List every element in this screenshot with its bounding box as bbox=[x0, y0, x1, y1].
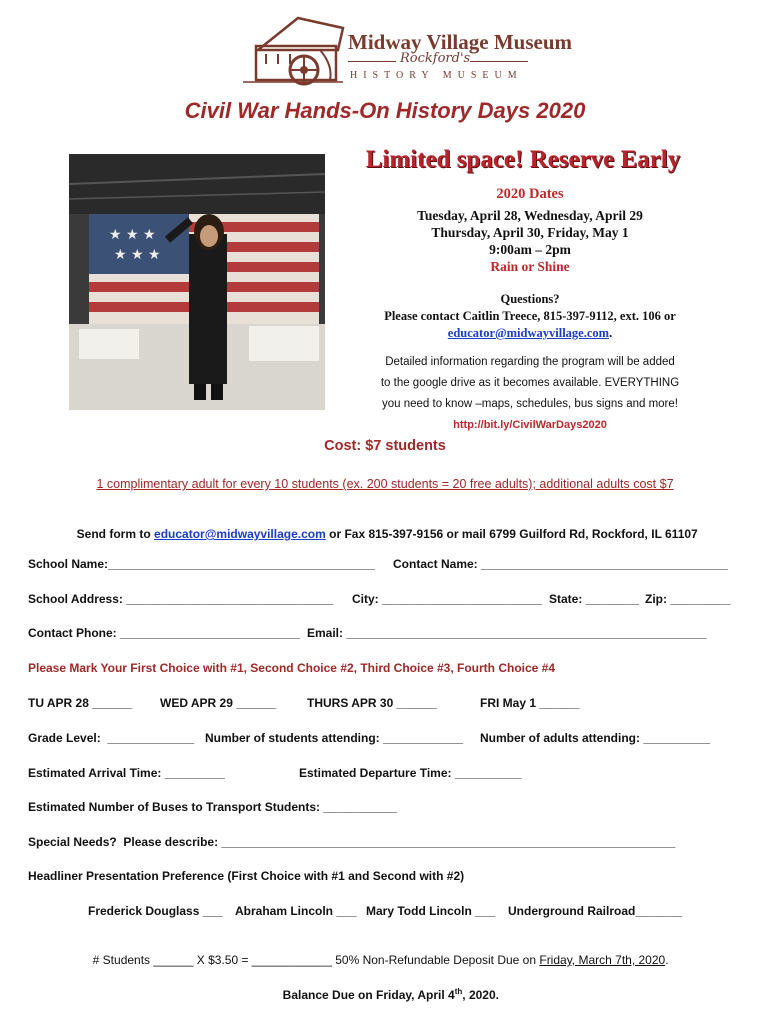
logo-title: Midway Village Museum bbox=[348, 30, 572, 54]
contact-phone-field[interactable]: Contact Phone: ___________________________ bbox=[28, 626, 301, 640]
logo-subtitle: HISTORY MUSEUM bbox=[350, 70, 523, 81]
choice-underground-railroad[interactable]: Underground Railroad_______ bbox=[508, 904, 683, 918]
lincoln-reenactor-photo bbox=[69, 154, 325, 410]
choice-abraham-lincoln[interactable]: Abraham Lincoln ___ bbox=[235, 904, 357, 918]
send-form-suffix: or Fax 815-397-9156 or mail 6799 Guilford Rd, Rockford, IL 61107 bbox=[325, 527, 698, 541]
deposit-period: . bbox=[665, 953, 669, 967]
choice-mary-todd-lincoln[interactable]: Mary Todd Lincoln ___ bbox=[366, 904, 496, 918]
dates-heading: 2020 Dates bbox=[496, 186, 564, 202]
grade-level-field[interactable]: Grade Level: _____________ bbox=[28, 731, 195, 745]
svg-text:★ ★ ★: ★ ★ ★ bbox=[109, 227, 156, 243]
dates-time: 9:00am – 2pm bbox=[489, 242, 571, 257]
cost-text: Cost: $7 students bbox=[324, 438, 446, 454]
page-title: Civil War Hands-On History Days 2020 bbox=[184, 98, 586, 123]
choice-instructions: Please Mark Your First Choice with #1, Second Choice #2, Third Choice #3, Fourth Choice #4 bbox=[28, 661, 556, 675]
svg-text:★ ★ ★: ★ ★ ★ bbox=[114, 247, 161, 263]
choice-tu-apr28[interactable]: TU APR 28 ______ bbox=[28, 696, 133, 710]
questions-period: . bbox=[609, 326, 613, 340]
balance-sup: th bbox=[454, 987, 463, 996]
limited-space-banner: Limited space! Reserve Early bbox=[365, 146, 681, 173]
questions-contact: Please contact Caitlin Treece, 815-397-9112, ext. 106 or bbox=[384, 309, 676, 323]
zip-field[interactable]: Zip: _________ bbox=[645, 592, 731, 606]
headliner-heading: Headliner Presentation Preference (First Choice with #1 and Second with #2) bbox=[28, 869, 465, 883]
details-line-1: Detailed information regarding the program will be added bbox=[385, 356, 675, 368]
mill-icon bbox=[238, 10, 348, 88]
departure-time-field[interactable]: Estimated Departure Time: __________ bbox=[299, 766, 522, 780]
arrival-time-field[interactable]: Estimated Arrival Time: _________ bbox=[28, 766, 225, 780]
logo-script: Rockford's bbox=[400, 51, 471, 66]
logo-divider bbox=[470, 61, 528, 62]
num-students-field[interactable]: Number of students attending: ____________ bbox=[205, 731, 464, 745]
questions-heading: Questions? bbox=[500, 292, 560, 306]
students-calc-field[interactable]: # Students ______ X $3.50 = ____________ 50% Non-Refundable Deposit Due on bbox=[92, 953, 540, 967]
choice-thurs-apr30[interactable]: THURS APR 30 ______ bbox=[307, 696, 437, 710]
choice-wed-apr29[interactable]: WED APR 29 ______ bbox=[160, 696, 277, 710]
balance-suffix: , 2020. bbox=[462, 988, 499, 1002]
city-field[interactable]: City: ________________________ bbox=[352, 592, 543, 606]
send-form-email-link[interactable]: educator@midwayvillage.com bbox=[154, 527, 326, 541]
send-form-prefix: Send form to bbox=[76, 527, 155, 541]
num-adults-field[interactable]: Number of adults attending: __________ bbox=[480, 731, 711, 745]
questions-email-link[interactable]: educator@midwayvillage.com bbox=[447, 326, 610, 340]
state-field[interactable]: State: ________ bbox=[549, 592, 640, 606]
choice-fri-may1[interactable]: FRI May 1 ______ bbox=[480, 696, 580, 710]
school-address-field[interactable]: School Address: _______________________________ bbox=[28, 592, 334, 606]
deposit-date: Friday, March 7th, 2020 bbox=[539, 953, 666, 967]
dates-line-2: Thursday, April 30, Friday, May 1 bbox=[431, 225, 629, 240]
email-field[interactable]: Email: ______________________________________________________ bbox=[307, 626, 707, 640]
details-line-3: you need to know –maps, schedules, bus signs and more! bbox=[382, 398, 678, 410]
dates-line-1: Tuesday, April 28, Wednesday, April 29 bbox=[417, 208, 643, 223]
balance-prefix: Balance Due on Friday, April 4 bbox=[282, 988, 455, 1002]
choice-douglass[interactable]: Frederick Douglass ___ bbox=[88, 904, 223, 918]
details-line-2: to the google drive as it becomes available. EVERYTHING bbox=[380, 377, 680, 389]
school-name-field[interactable]: School Name:________________________________________ bbox=[28, 557, 375, 571]
special-needs-field[interactable]: Special Needs? Please describe: ____________________________________________________________________ bbox=[28, 835, 676, 849]
complimentary-note: 1 complimentary adult for every 10 students (ex. 200 students = 20 free adults); additional adults cost $7 bbox=[96, 477, 674, 491]
drive-link[interactable]: http://bit.ly/CivilWarDays2020 bbox=[453, 419, 607, 431]
contact-name-field[interactable]: Contact Name: _____________________________________ bbox=[393, 557, 728, 571]
dates-weather: Rain or Shine bbox=[490, 259, 570, 274]
logo-divider bbox=[348, 61, 396, 62]
buses-field[interactable]: Estimated Number of Buses to Transport Students: ___________ bbox=[28, 800, 397, 814]
